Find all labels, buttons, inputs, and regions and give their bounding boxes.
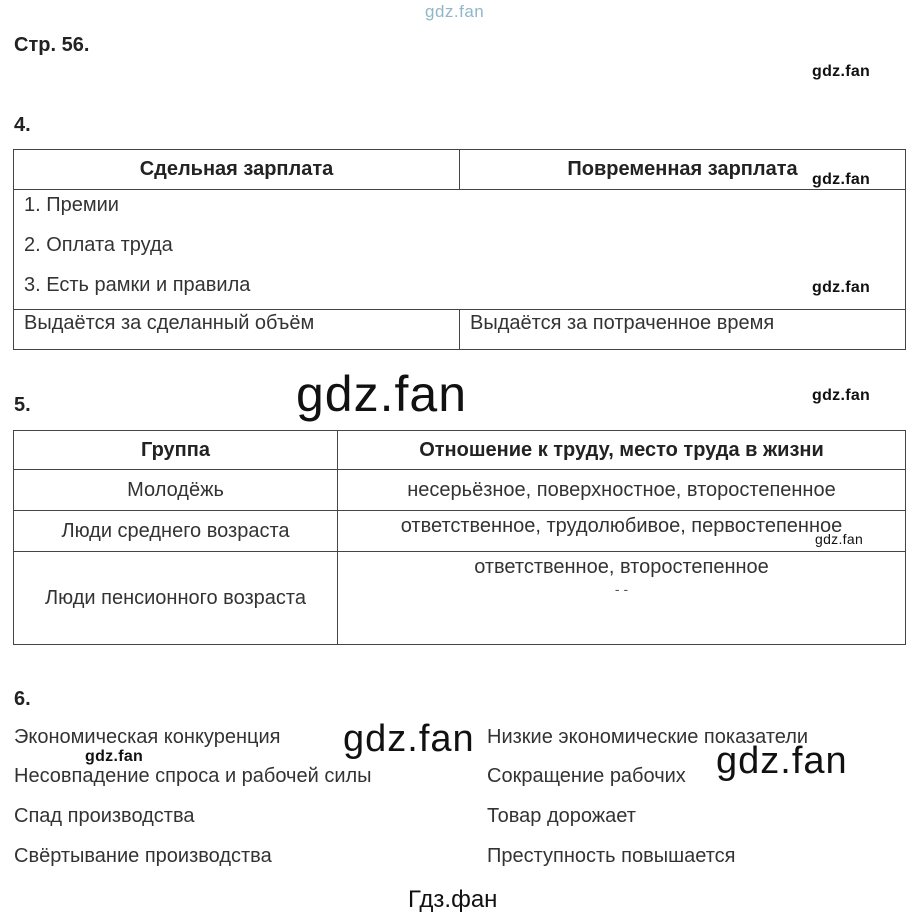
right-item: Сокращение рабочих	[487, 765, 686, 787]
cell-text: Выдаётся за потраченное время	[470, 312, 775, 334]
left-item: Несовпадение спроса и рабочей силы	[14, 765, 372, 787]
left-item: Спад производства	[14, 805, 195, 827]
table-cell	[338, 552, 906, 645]
watermark-large: gdz.fan	[296, 366, 468, 422]
watermark-top: gdz.fan	[425, 2, 485, 21]
list-item: 3. Есть рамки и правила	[24, 274, 251, 296]
watermark: gdz.fan	[812, 279, 871, 296]
cell-text: Люди среднего возраста	[61, 519, 290, 542]
cell-text: ответственное, второстепенное	[474, 556, 769, 578]
table-cell	[338, 470, 906, 511]
watermark-large: gdz.fan	[716, 740, 848, 782]
watermark: gdz.fan	[85, 748, 144, 765]
footer-text: Гдз.фан	[408, 886, 498, 913]
page-title: Стр. 56.	[14, 34, 90, 56]
header-time-based: Повременная зарплата	[567, 158, 798, 180]
watermark: gdz.fan	[812, 387, 871, 404]
task-6-number: 6.	[14, 688, 31, 710]
table-header-cell	[14, 150, 460, 190]
task-4-table	[13, 149, 906, 350]
table-cell	[460, 310, 906, 350]
cell-text: Выдаётся за сделанный объём	[24, 312, 315, 334]
task-5-table	[13, 430, 906, 645]
list-item: 2. Оплата труда	[24, 234, 173, 256]
table-cell	[14, 310, 460, 350]
watermark: gdz.fan	[812, 171, 871, 188]
header-attitude: Отношение к труду, место труда в жизни	[419, 438, 824, 461]
task-5-number: 5.	[14, 394, 31, 416]
watermark: gdz.fan	[815, 531, 864, 547]
cell-text: Люди пенсионного возраста	[45, 586, 306, 609]
header-group: Группа	[141, 438, 210, 461]
left-item: Экономическая конкуренция	[14, 726, 281, 748]
cell-text: Молодёжь	[127, 478, 224, 501]
right-item: Низкие экономические показатели	[487, 726, 809, 748]
table-cell	[14, 470, 338, 511]
task-4-number: 4.	[14, 114, 31, 136]
right-item: Преступность повышается	[487, 845, 736, 867]
right-item: Товар дорожает	[487, 805, 636, 827]
list-item: 1. Премии	[24, 194, 119, 216]
table-cell	[14, 511, 338, 552]
table-cell	[14, 552, 338, 645]
cell-text: несерьёзное, поверхностное, второстепенное	[407, 478, 836, 501]
table-merged-cell	[14, 190, 906, 310]
dash-marks: - -	[614, 581, 629, 597]
table-header-cell	[338, 431, 906, 470]
left-item: Свёртывание производства	[14, 845, 272, 867]
cell-text: ответственное, трудолюбивое, первостепенное	[400, 515, 843, 537]
table-header-cell	[14, 431, 338, 470]
header-piecework: Сдельная зарплата	[139, 158, 334, 180]
watermark: gdz.fan	[812, 63, 871, 80]
watermark-large: gdz.fan	[343, 718, 475, 760]
